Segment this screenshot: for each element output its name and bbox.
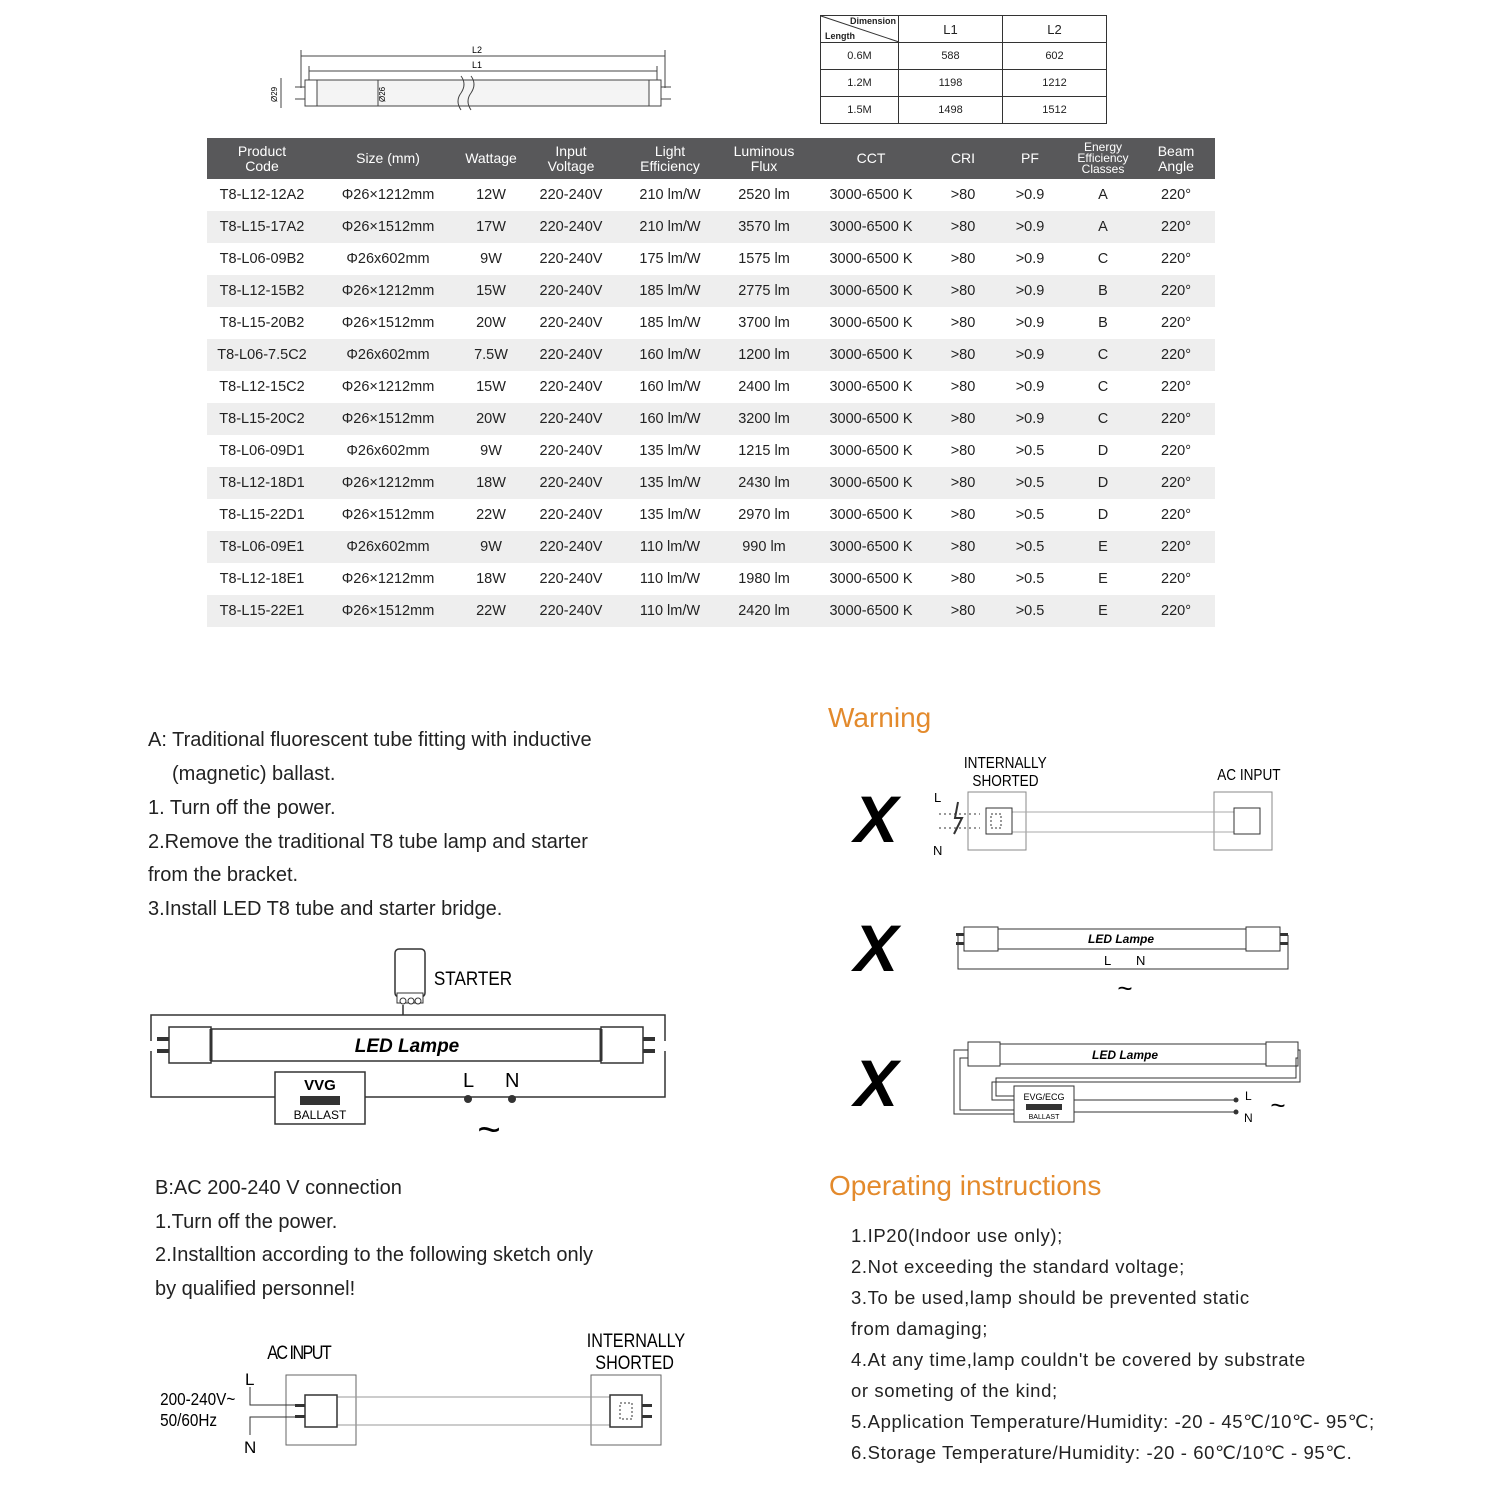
- cell-input-voltage: 220-240V: [539, 379, 603, 395]
- cross-mark: X: [854, 1046, 899, 1120]
- cell-cri: >80: [950, 315, 976, 331]
- operating-line: 1.IP20(Indoor use only);: [851, 1225, 1063, 1246]
- evg-label: EVG/ECG: [1023, 1092, 1065, 1102]
- cell-light-efficiency: 160 lm/W: [639, 379, 701, 395]
- cell-beam-angle: 220°: [1161, 507, 1191, 523]
- cell-luminous-flux: 3700 lm: [738, 315, 790, 331]
- cell-input-voltage: 220-240V: [539, 187, 603, 203]
- section-a-line: 3.Install LED T8 tube and starter bridge.: [148, 898, 503, 920]
- cell-energy-class: A: [1098, 187, 1108, 203]
- cell-wattage: 17W: [459, 211, 523, 243]
- dimension-table: [820, 15, 1107, 124]
- cell-beam-angle: 220°: [1137, 339, 1215, 371]
- cell-cct: 3000-6500 K: [829, 315, 913, 331]
- header-input-voltage: Input Voltage: [523, 138, 619, 179]
- cell-luminous-flux: 1200 lm: [721, 339, 807, 371]
- operating-line: 3.To be used,lamp should be prevented static: [851, 1287, 1250, 1308]
- table-row: [207, 467, 1215, 499]
- dim-l2: 1212: [1003, 70, 1107, 97]
- operating-line: 4.At any time,lamp couldn't be covered by substrate: [851, 1349, 1306, 1370]
- operating-line: 6.Storage Temperature/Humidity: -20 - 60℃/10℃ - 95℃.: [851, 1442, 1353, 1463]
- cell-cri: >80: [950, 507, 976, 523]
- cell-pf: >0.5: [991, 531, 1069, 563]
- led-lampe-label: LED Lampe: [354, 1036, 460, 1057]
- cell-size: Φ26×1512mm: [341, 507, 435, 523]
- cell-input-voltage: 220-240V: [539, 443, 603, 459]
- cell-pf: >0.5: [991, 595, 1069, 627]
- cell-energy-class: D: [1069, 467, 1137, 499]
- cell-energy-class: E: [1069, 531, 1137, 563]
- cell-luminous-flux: 2420 lm: [721, 595, 807, 627]
- cell-wattage: 12W: [476, 187, 506, 203]
- cell-energy-class: D: [1097, 507, 1109, 523]
- cell-cct: 3000-6500 K: [807, 403, 935, 435]
- cell-beam-angle: 220°: [1161, 443, 1191, 459]
- dimension-row: [821, 43, 1107, 70]
- cell-energy-class: C: [1097, 379, 1109, 395]
- l-label: L: [1245, 1089, 1252, 1103]
- operating-line: 5.Application Temperature/Humidity: -20 - 45℃/10℃- 95℃;: [851, 1411, 1375, 1432]
- cell-pf: >0.9: [1015, 379, 1045, 395]
- dimension-row: [821, 70, 1107, 97]
- product-spec-table: [207, 138, 1215, 627]
- cell-light-efficiency: 135 lm/W: [619, 467, 721, 499]
- cell-pf: >0.9: [991, 339, 1069, 371]
- section-b-line: B:AC 200-240 V connection: [155, 1177, 402, 1199]
- warning-diagram-single-end: [850, 905, 1295, 1003]
- cell-input-voltage: 220-240V: [523, 275, 619, 307]
- cell-luminous-flux: 1575 lm: [738, 251, 790, 267]
- cell-size: Φ26x602mm: [346, 443, 430, 459]
- cell-cct: 3000-6500 K: [829, 251, 913, 267]
- table-row: [207, 243, 1215, 275]
- cell-product-code: T8-L06-09B2: [219, 251, 305, 267]
- label-d29: Ø29: [270, 86, 279, 102]
- spec-header-row: [207, 138, 1215, 179]
- cell-pf: >0.9: [1015, 187, 1045, 203]
- cell-pf: >0.9: [991, 403, 1069, 435]
- table-row: [207, 339, 1215, 371]
- tube-dimension-drawing: [265, 40, 675, 120]
- table-row: [207, 403, 1215, 435]
- cell-light-efficiency: 110 lm/W: [619, 531, 721, 563]
- cell-beam-angle: 220°: [1137, 211, 1215, 243]
- cell-wattage: 18W: [459, 467, 523, 499]
- cell-input-voltage: 220-240V: [539, 251, 603, 267]
- cell-luminous-flux: 3200 lm: [721, 403, 807, 435]
- cell-product-code: T8-L12-18D1: [207, 467, 317, 499]
- spec-table-body: [207, 179, 1215, 627]
- cell-luminous-flux: 2400 lm: [738, 379, 790, 395]
- starter-label: STARTER: [433, 968, 513, 990]
- cell-light-efficiency: 110 lm/W: [639, 571, 701, 587]
- cell-light-efficiency: 135 lm/W: [639, 443, 701, 459]
- cell-pf: >0.9: [1015, 251, 1045, 267]
- cell-cct: 3000-6500 K: [807, 339, 935, 371]
- cell-light-efficiency: 160 lm/W: [619, 339, 721, 371]
- cell-energy-class: C: [1069, 339, 1137, 371]
- cell-input-voltage: 220-240V: [539, 507, 603, 523]
- section-a-line: 2.Remove the traditional T8 tube lamp and starter: [148, 831, 588, 853]
- cell-size: Φ26×1212mm: [341, 379, 435, 395]
- dim-length: 0.6M: [821, 43, 899, 70]
- l-label: L: [245, 1370, 255, 1389]
- cell-luminous-flux: 1980 lm: [738, 571, 790, 587]
- table-row: [207, 563, 1215, 595]
- cell-cri: >80: [935, 595, 991, 627]
- cell-energy-class: D: [1097, 443, 1109, 459]
- table-row: [207, 435, 1215, 467]
- label-d26: Ø26: [378, 86, 387, 102]
- label-l2: L2: [471, 45, 483, 55]
- n-label: N: [1244, 1111, 1253, 1125]
- cell-light-efficiency: 185 lm/W: [619, 275, 721, 307]
- warning-diagram-shorted-input: [850, 752, 1290, 862]
- header-energy-class: Energy Efficiency Classes: [1069, 138, 1137, 179]
- cell-cct: 3000-6500 K: [829, 571, 913, 587]
- cell-pf: >0.9: [991, 211, 1069, 243]
- cell-wattage: 9W: [480, 443, 502, 459]
- cell-wattage: 20W: [476, 315, 506, 331]
- cell-cct: 3000-6500 K: [829, 507, 913, 523]
- cell-luminous-flux: 2430 lm: [721, 467, 807, 499]
- cell-light-efficiency: 175 lm/W: [639, 251, 701, 267]
- table-row: [207, 211, 1215, 243]
- cell-pf: >0.5: [1015, 571, 1045, 587]
- dim-l1: 1198: [899, 70, 1003, 97]
- cell-product-code: T8-L06-7.5C2: [207, 339, 317, 371]
- cell-product-code: T8-L12-18E1: [219, 571, 305, 587]
- cell-energy-class: A: [1069, 211, 1137, 243]
- n-label: N: [244, 1438, 257, 1457]
- shorted-label-2: SHORTED: [972, 773, 1039, 791]
- ac-voltage-label: 200-240V~: [160, 1388, 236, 1410]
- cell-product-code: T8-L12-12A2: [219, 187, 305, 203]
- operating-line: from damaging;: [851, 1318, 988, 1339]
- cell-wattage: 9W: [480, 251, 502, 267]
- cell-beam-angle: 220°: [1161, 251, 1191, 267]
- table-row: [207, 179, 1215, 211]
- dim-l1: 1498: [899, 97, 1003, 124]
- cell-cri: >80: [935, 467, 991, 499]
- cell-product-code: T8-L15-20C2: [207, 403, 317, 435]
- vvg-label: VVG: [304, 1077, 336, 1094]
- cell-size: Φ26×1512mm: [341, 315, 435, 331]
- cell-product-code: T8-L15-22E1: [207, 595, 317, 627]
- cell-cri: >80: [935, 531, 991, 563]
- cell-cri: >80: [950, 251, 976, 267]
- cell-luminous-flux: 3570 lm: [721, 211, 807, 243]
- cell-cct: 3000-6500 K: [807, 275, 935, 307]
- cell-energy-class: B: [1069, 275, 1137, 307]
- cell-wattage: 22W: [459, 595, 523, 627]
- cell-input-voltage: 220-240V: [523, 467, 619, 499]
- cell-light-efficiency: 160 lm/W: [619, 403, 721, 435]
- cell-size: Φ26x602mm: [346, 251, 430, 267]
- cell-cri: >80: [935, 403, 991, 435]
- table-row: [207, 595, 1215, 627]
- shorted-label-1: INTERNALLY: [963, 755, 1047, 773]
- table-row: [207, 499, 1215, 531]
- header-product-code: Product Code: [207, 138, 317, 179]
- cell-luminous-flux: 2970 lm: [738, 507, 790, 523]
- ballast-label: BALLAST: [293, 1108, 347, 1122]
- cell-input-voltage: 220-240V: [523, 595, 619, 627]
- ballast-label: BALLAST: [1028, 1114, 1060, 1121]
- dim-length: 1.5M: [821, 97, 899, 124]
- table-row: [207, 371, 1215, 403]
- cell-cri: >80: [935, 275, 991, 307]
- ac-direct-wiring-diagram: [155, 1325, 686, 1460]
- operating-line: 2.Not exceeding the standard voltage;: [851, 1256, 1185, 1277]
- cell-energy-class: E: [1069, 595, 1137, 627]
- operating-title: Operating instructions: [829, 1170, 1102, 1201]
- cell-beam-angle: 220°: [1161, 187, 1191, 203]
- led-lampe-label: LED Lampe: [1091, 1048, 1159, 1062]
- operating-line: or someting of the kind;: [851, 1380, 1058, 1401]
- cell-beam-angle: 220°: [1137, 595, 1215, 627]
- dim-l2: 1512: [1003, 97, 1107, 124]
- cell-size: Φ26×1512mm: [317, 403, 459, 435]
- cell-light-efficiency: 210 lm/W: [619, 211, 721, 243]
- cell-luminous-flux: 990 lm: [721, 531, 807, 563]
- cell-cri: >80: [935, 211, 991, 243]
- header-pf: PF: [991, 138, 1069, 179]
- cell-wattage: 22W: [476, 507, 506, 523]
- cell-cri: >80: [950, 187, 976, 203]
- l-label: L: [1104, 953, 1112, 968]
- cell-pf: >0.5: [991, 467, 1069, 499]
- cell-cct: 3000-6500 K: [829, 443, 913, 459]
- section-a-line: from the bracket.: [148, 864, 299, 886]
- cell-size: Φ26×1212mm: [317, 467, 459, 499]
- n-label: N: [1136, 953, 1146, 968]
- cell-wattage: 9W: [459, 531, 523, 563]
- cross-mark: X: [854, 911, 899, 985]
- cell-pf: >0.9: [1015, 315, 1045, 331]
- cell-energy-class: C: [1069, 403, 1137, 435]
- cell-wattage: 18W: [476, 571, 506, 587]
- dim-l2: 602: [1003, 43, 1107, 70]
- led-lampe-label: LED Lampe: [1087, 932, 1155, 946]
- cell-size: Φ26×1512mm: [317, 211, 459, 243]
- tilde-symbol: ~: [477, 1108, 501, 1152]
- tilde-symbol: ~: [1117, 973, 1133, 1003]
- cell-input-voltage: 220-240V: [523, 531, 619, 563]
- cell-product-code: T8-L15-22D1: [219, 507, 305, 523]
- cell-beam-angle: 220°: [1161, 315, 1191, 331]
- cell-luminous-flux: 1215 lm: [738, 443, 790, 459]
- header-wattage: Wattage: [459, 138, 523, 179]
- section-a-line: 1. Turn off the power.: [148, 797, 336, 819]
- cell-beam-angle: 220°: [1161, 379, 1191, 395]
- cell-energy-class: B: [1098, 315, 1108, 331]
- cell-cri: >80: [950, 571, 976, 587]
- cell-size: Φ26x602mm: [317, 339, 459, 371]
- cell-cri: >80: [950, 443, 976, 459]
- header-luminous-flux: Luminous Flux: [721, 138, 807, 179]
- shorted-label-2: SHORTED: [595, 1351, 674, 1374]
- header-size: Size (mm): [317, 138, 459, 179]
- cell-product-code: T8-L06-09E1: [207, 531, 317, 563]
- cell-input-voltage: 220-240V: [523, 339, 619, 371]
- section-a-line: (magnetic) ballast.: [172, 763, 336, 785]
- cell-cct: 3000-6500 K: [807, 467, 935, 499]
- label-l1: L1: [471, 60, 483, 70]
- cell-light-efficiency: 210 lm/W: [639, 187, 701, 203]
- header-cri: CRI: [935, 138, 991, 179]
- cell-product-code: T8-L15-20B2: [219, 315, 305, 331]
- cell-luminous-flux: 2775 lm: [721, 275, 807, 307]
- table-row: [207, 275, 1215, 307]
- cell-light-efficiency: 110 lm/W: [619, 595, 721, 627]
- cell-light-efficiency: 185 lm/W: [639, 315, 701, 331]
- section-b-line: 2.Installtion according to the following sketch only: [155, 1244, 594, 1266]
- cell-beam-angle: 220°: [1137, 275, 1215, 307]
- starter-bridge-wiring-diagram: [145, 945, 675, 1152]
- n-label: N: [933, 843, 943, 858]
- corner-length: Length: [825, 31, 855, 41]
- corner-dimension: Dimension: [849, 16, 896, 26]
- section-a-line: A: Traditional fluorescent tube fitting with inductive: [148, 729, 592, 751]
- shorted-label-1: INTERNALLY: [586, 1329, 686, 1352]
- dim-header-l2: L2: [1003, 16, 1107, 43]
- ac-input-label: AC INPUT: [267, 1341, 332, 1364]
- dimension-row: [821, 97, 1107, 124]
- section-b-line: by qualified personnel!: [155, 1278, 356, 1300]
- tilde-symbol: ~: [1270, 1090, 1286, 1120]
- cell-size: Φ26×1512mm: [317, 595, 459, 627]
- cell-input-voltage: 220-240V: [539, 315, 603, 331]
- header-light-efficiency: Light Efficiency: [619, 138, 721, 179]
- cell-wattage: 15W: [459, 275, 523, 307]
- cell-product-code: T8-L12-15B2: [207, 275, 317, 307]
- dim-length: 1.2M: [821, 70, 899, 97]
- table-row: [207, 307, 1215, 339]
- cell-pf: >0.5: [1015, 507, 1045, 523]
- cell-cct: 3000-6500 K: [807, 211, 935, 243]
- dim-l1: 588: [899, 43, 1003, 70]
- cell-size: Φ26×1212mm: [341, 571, 435, 587]
- cell-size: Φ26×1212mm: [317, 275, 459, 307]
- ac-input-label: AC INPUT: [1217, 767, 1281, 785]
- cell-cct: 3000-6500 K: [829, 379, 913, 395]
- cell-cct: 3000-6500 K: [807, 595, 935, 627]
- cell-product-code: T8-L06-09D1: [219, 443, 305, 459]
- cell-energy-class: E: [1098, 571, 1108, 587]
- cell-wattage: 7.5W: [459, 339, 523, 371]
- header-beam-angle: Beam Angle: [1137, 138, 1215, 179]
- cell-cri: >80: [950, 379, 976, 395]
- cell-cri: >80: [935, 339, 991, 371]
- cell-beam-angle: 220°: [1137, 531, 1215, 563]
- cell-beam-angle: 220°: [1137, 467, 1215, 499]
- l-label: L: [463, 1070, 475, 1092]
- l-label: L: [934, 790, 942, 805]
- cell-light-efficiency: 135 lm/W: [639, 507, 701, 523]
- cell-cct: 3000-6500 K: [807, 531, 935, 563]
- cell-input-voltage: 220-240V: [539, 571, 603, 587]
- ac-freq-label: 50/60Hz: [160, 1409, 218, 1431]
- dim-header-l1: L1: [899, 16, 1003, 43]
- cell-product-code: T8-L12-15C2: [219, 379, 305, 395]
- cell-product-code: T8-L15-17A2: [207, 211, 317, 243]
- cell-size: Φ26×1212mm: [341, 187, 435, 203]
- table-row: [207, 531, 1215, 563]
- cell-pf: >0.5: [1015, 443, 1045, 459]
- cross-mark: X: [854, 782, 899, 856]
- section-b-line: 1.Turn off the power.: [155, 1211, 338, 1233]
- cell-energy-class: C: [1097, 251, 1109, 267]
- warning-title: Warning: [828, 702, 932, 733]
- warning-diagram-electronic-ballast: [850, 1040, 1300, 1140]
- cell-wattage: 20W: [459, 403, 523, 435]
- cell-size: Φ26x602mm: [317, 531, 459, 563]
- header-cct: CCT: [807, 138, 935, 179]
- n-label: N: [505, 1070, 520, 1092]
- dimension-corner-cell: [821, 16, 899, 43]
- cell-luminous-flux: 2520 lm: [738, 187, 790, 203]
- cell-wattage: 15W: [476, 379, 506, 395]
- cell-input-voltage: 220-240V: [523, 403, 619, 435]
- cell-beam-angle: 220°: [1137, 403, 1215, 435]
- cell-input-voltage: 220-240V: [523, 211, 619, 243]
- cell-pf: >0.9: [991, 275, 1069, 307]
- cell-cct: 3000-6500 K: [829, 187, 913, 203]
- cell-beam-angle: 220°: [1161, 571, 1191, 587]
